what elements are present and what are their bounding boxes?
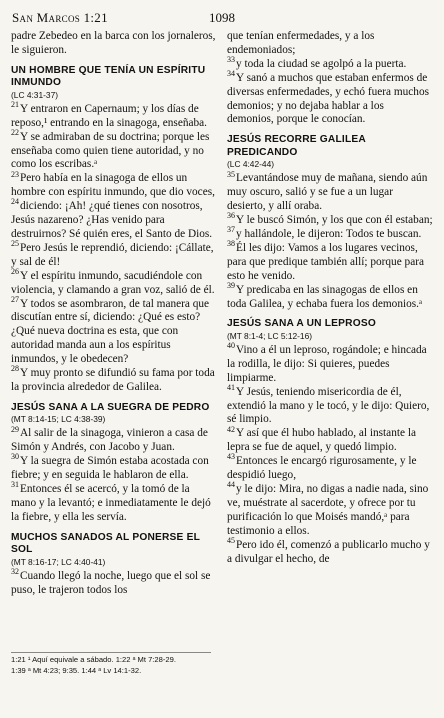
verse-text: Vino a él un leproso, rogándole; e hincada la rodilla, le dijo: Si quieres, puedes limpiarme. xyxy=(227,343,427,384)
verse-text: Pero había en la sinagoga de ellos un hombre con espíritu inmundo, que dio voces, xyxy=(11,172,215,199)
verse-text-line xyxy=(227,382,433,428)
verse-paragraph xyxy=(11,30,217,58)
verse-text-line xyxy=(11,239,217,270)
verse-number: 45 xyxy=(227,535,235,545)
verse-paragraph xyxy=(227,480,433,539)
verse-paragraph xyxy=(11,197,217,242)
parallel-reference: (LC 4:31-37) xyxy=(11,89,59,100)
section-heading: UN HOMBRE QUE TENÍA UN ESPÍRITU INMUNDO xyxy=(11,64,206,89)
verse-number: 25 xyxy=(11,239,19,249)
verse-text: Y muy pronto se difundió su fama por toda la provincia alrededor de Galilea. xyxy=(11,367,215,393)
verse-paragraph xyxy=(11,452,217,483)
verse-paragraph xyxy=(227,30,433,58)
verse-text-line xyxy=(227,239,433,284)
verse-paragraph xyxy=(227,424,433,455)
verse-number: 35 xyxy=(227,169,235,179)
verse-text: Pero Jesús le reprendió, diciendo: ¡Cállate, y sal de él! xyxy=(11,241,214,268)
verse-text-line xyxy=(227,480,433,539)
parallel-reference: (MT 8:16-17; LC 4:40-41) xyxy=(11,556,106,567)
verse-number: 32 xyxy=(11,566,19,576)
verse-number: 23 xyxy=(11,169,19,179)
left-column xyxy=(11,30,217,598)
verse-text: Entonces él se acercó, y la tomó de la mano y la levantó; e inmediatamente le dejó la fiebre, y ella les servía. xyxy=(11,482,211,523)
verse-text: Él les dijo: Vamos a los lugares vecinos, para que predique también allí; porque para esto he venido. xyxy=(227,241,424,282)
verse-text: Y se admiraban de su doctrina; porque les enseñaba como quien tiene autoridad, y no como los escribas.ᵃ xyxy=(11,130,210,171)
verse-paragraph xyxy=(11,127,217,173)
verse-paragraph xyxy=(11,239,217,270)
verse-text: Y entraron en Capernaum; y los días de reposo,¹ entrando en la sinagoga, enseñaba. xyxy=(11,102,207,129)
section-heading: JESÚS SANA A UN LEPROSO xyxy=(227,318,376,330)
verse-text-line xyxy=(11,566,217,598)
footnote-rule xyxy=(11,652,211,653)
verse-text: Levantándose muy de mañana, siendo aún muy oscuro, salió y se fue a un lugar desierto, y allí oraba. xyxy=(227,172,428,213)
verse-paragraph xyxy=(227,239,433,284)
verse-text-line xyxy=(227,341,433,386)
verse-text: Pero ido él, comenzó a publicarlo mucho y a divulgar el hecho, de xyxy=(227,538,430,565)
verse-number: 28 xyxy=(11,364,19,374)
verse-paragraph xyxy=(227,55,433,72)
verse-number: 38 xyxy=(227,239,235,249)
verse-number: 41 xyxy=(227,382,235,392)
verse-text-line xyxy=(227,30,433,58)
verse-paragraph xyxy=(227,280,433,312)
verse-number: 27 xyxy=(11,294,19,304)
verse-text-line xyxy=(11,169,217,200)
verse-paragraph xyxy=(11,169,217,200)
verse-text-line xyxy=(11,100,217,131)
running-head: San Marcos 1:21 xyxy=(12,10,108,25)
verse-text: Y todos se asombraron, de tal manera que discutían entre sí, diciendo: ¿Qué es esto? ¿Qué nueva doctrina es esta, que con autoridad manda aun a los espíritus inmundos, y le obedecen? xyxy=(11,297,210,366)
footnote-line: 1:21 ¹ Aquí equivale a sábado. 1:22 ᵃ Mt 7:28-29. xyxy=(11,655,176,664)
verse-text-line xyxy=(227,225,433,242)
page-header xyxy=(8,8,436,30)
verse-text-line xyxy=(227,535,433,567)
verse-text: padre Zebedeo en la barca con los jornaleros, le siguieron. xyxy=(11,30,216,56)
verse-text-line xyxy=(227,211,433,228)
verse-text-line xyxy=(11,452,217,483)
verse-text-line xyxy=(227,452,433,483)
verse-number: 34 xyxy=(227,68,235,78)
verse-number: 29 xyxy=(11,424,19,434)
page-number: 1098 xyxy=(209,10,235,25)
verse-paragraph xyxy=(227,169,433,214)
verse-text-line xyxy=(11,127,217,173)
verse-text-line xyxy=(227,55,433,72)
section-heading: MUCHOS SANADOS AL PONERSE EL SOL xyxy=(11,531,200,556)
verse-paragraph xyxy=(227,535,433,567)
verse-text-line xyxy=(227,280,433,312)
verse-number: 26 xyxy=(11,266,19,276)
verse-number: 30 xyxy=(11,452,19,462)
verse-paragraph xyxy=(11,364,217,395)
verse-paragraph xyxy=(227,382,433,428)
verse-text-line xyxy=(11,480,217,525)
verse-text: Y el espíritu inmundo, sacudiéndole con violencia, y clamando a gran voz, salió de él. xyxy=(11,269,215,296)
verse-number: 42 xyxy=(227,424,235,434)
footnotes xyxy=(11,655,221,676)
verse-text: Cuando llegó la noche, luego que el sol se puso, le trajeron todos los xyxy=(11,569,211,596)
verse-paragraph xyxy=(227,225,433,242)
verse-paragraph xyxy=(11,480,217,525)
verse-text-line xyxy=(227,169,433,214)
footnote-line: 1:39 ᵃ Mt 4:23; 9:35. 1:44 ᵃ Lv 14:1-32. xyxy=(11,665,142,675)
verse-text: Y la suegra de Simón estaba acostada con fiebre; y en seguida le hablaron de ella. xyxy=(11,455,209,482)
verse-text-line xyxy=(11,294,217,368)
verse-paragraph xyxy=(11,100,217,131)
verse-number: 31 xyxy=(11,480,19,490)
verse-text-line xyxy=(11,30,217,58)
verse-paragraph xyxy=(227,452,433,483)
verse-number: 36 xyxy=(227,211,235,221)
verse-paragraph xyxy=(11,566,217,598)
verse-text: Y así que él hubo hablado, al instante la lepra se fue de aquel, y quedó limpio. xyxy=(227,427,416,454)
section-heading: JESÚS RECORRE GALILEA PREDICANDO xyxy=(227,134,366,158)
verse-text: Y Jesús, teniendo misericordia de él, extendió la mano y le tocó, y le dijo: Quiero, sé limpio. xyxy=(227,385,430,426)
verse-number: 24 xyxy=(11,197,19,207)
verse-number: 44 xyxy=(227,480,235,490)
verse-number: 39 xyxy=(227,280,235,290)
parallel-reference: (LC 4:42-44) xyxy=(227,159,275,170)
verse-number: 37 xyxy=(227,225,235,235)
verse-text: Y predicaba en las sinagogas de ellos en toda Galilea, y echaba fuera los demonios.ᵃ xyxy=(227,283,423,310)
verse-text-line xyxy=(11,266,217,298)
verse-text-line xyxy=(11,424,217,455)
verse-number: 22 xyxy=(11,127,19,137)
right-column xyxy=(227,30,433,598)
verse-text-line xyxy=(227,424,433,455)
section-heading: JESÚS SANA A LA SUEGRA DE PEDRO xyxy=(11,401,210,413)
verse-text: Entonces le encargó rigurosamente, y le despidió luego, xyxy=(227,455,417,482)
verse-paragraph xyxy=(227,341,433,386)
verse-text: que tenían enfermedades, y a los endemoniados; xyxy=(227,30,375,56)
verse-number: 33 xyxy=(227,55,235,65)
verse-number: 21 xyxy=(11,100,19,110)
verse-paragraph xyxy=(11,294,217,368)
verse-number: 40 xyxy=(227,341,235,351)
verse-number: 43 xyxy=(227,452,235,462)
verse-paragraph xyxy=(227,211,433,228)
verse-text: y hallándole, le dijeron: Todos te buscan. xyxy=(236,227,422,240)
verse-text: y le dijo: Mira, no digas a nadie nada, sino ve, muéstrate al sacerdote, y ofrece por tu purificación lo que Moisés mandó,ᵃ para testimonio a ellos. xyxy=(227,482,429,537)
parallel-reference: (MT 8:1-4; LC 5:12-16) xyxy=(227,330,313,341)
verse-paragraph xyxy=(11,424,217,455)
verse-text-line xyxy=(11,364,217,395)
parallel-reference: (MT 8:14-15; LC 4:38-39) xyxy=(11,414,106,425)
verse-text: y toda la ciudad se agolpó a la puerta. xyxy=(236,57,407,70)
verse-text-line xyxy=(11,197,217,242)
verse-text: diciendo: ¡Ah! ¿qué tienes con nosotros, Jesús nazareno? ¿Has venido para destruirnos? Sé quién eres, el Santo de Dios. xyxy=(11,200,213,240)
verse-text-line xyxy=(227,68,433,128)
verse-text: Y sanó a muchos que estaban enfermos de diversas enfermedades, y echó fuera muchos demonios; y no dejaba hablar a los demonios, porque le conocían. xyxy=(227,71,430,126)
verse-paragraph xyxy=(227,68,433,128)
verse-text: Al salir de la sinagoga, vinieron a casa de Simón y Andrés, con Jacobo y Juan. xyxy=(11,427,208,454)
verse-paragraph xyxy=(11,266,217,298)
verse-text: Y le buscó Simón, y los que con él estaban; xyxy=(236,214,433,227)
